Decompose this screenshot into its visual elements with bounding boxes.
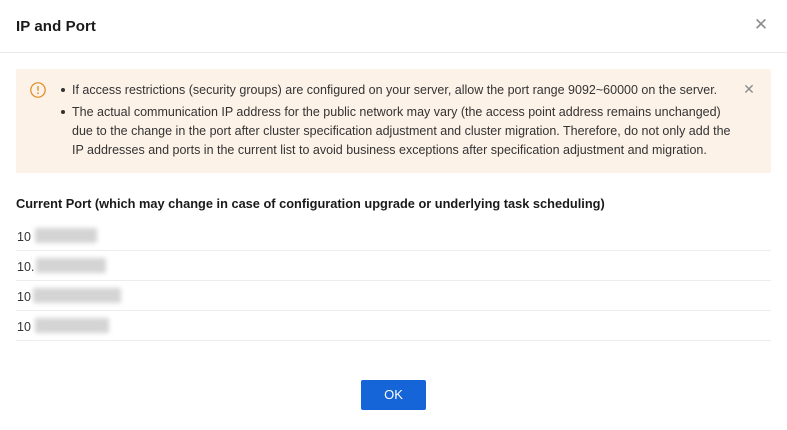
dialog-body	[0, 53, 787, 341]
port-address-prefix: 10	[17, 319, 31, 334]
port-address-prefix: 10.	[17, 259, 35, 274]
port-list	[16, 221, 771, 341]
alert-close-icon[interactable]: ✕	[743, 81, 755, 97]
port-address-prefix: 10	[17, 289, 31, 304]
redacted-address	[35, 318, 109, 333]
warning-alert	[16, 69, 771, 173]
list-item	[16, 221, 771, 251]
redacted-address	[36, 258, 106, 273]
alert-message-list	[56, 81, 731, 160]
page-title: IP and Port	[16, 18, 97, 35]
dialog-footer	[0, 360, 787, 430]
current-port-section-title: Current Port (which may change in case of configuration upgrade or underlying task scheduling)	[16, 196, 605, 211]
port-address-prefix: 10	[17, 229, 31, 244]
list-item	[16, 251, 771, 281]
close-icon[interactable]: ✕	[753, 15, 769, 34]
ok-button[interactable]: OK	[361, 380, 426, 410]
alert-message: The actual communication IP address for the public network may vary (the access point address remains unchanged) due to the change in the port after cluster specification adjustment and cluster migration. Therefore, do not only add the IP addresses and ports in the current list to avoid business exceptions after specification adjustment and migration.	[72, 103, 731, 160]
warning-circle-icon	[30, 82, 46, 98]
alert-message: If access restrictions (security groups) are configured on your server, allow the port range 9092~60000 on the server.	[72, 81, 731, 100]
redacted-address	[33, 288, 121, 303]
redacted-address	[35, 228, 97, 243]
list-item	[16, 311, 771, 341]
dialog-header	[0, 0, 787, 53]
list-item	[16, 281, 771, 311]
